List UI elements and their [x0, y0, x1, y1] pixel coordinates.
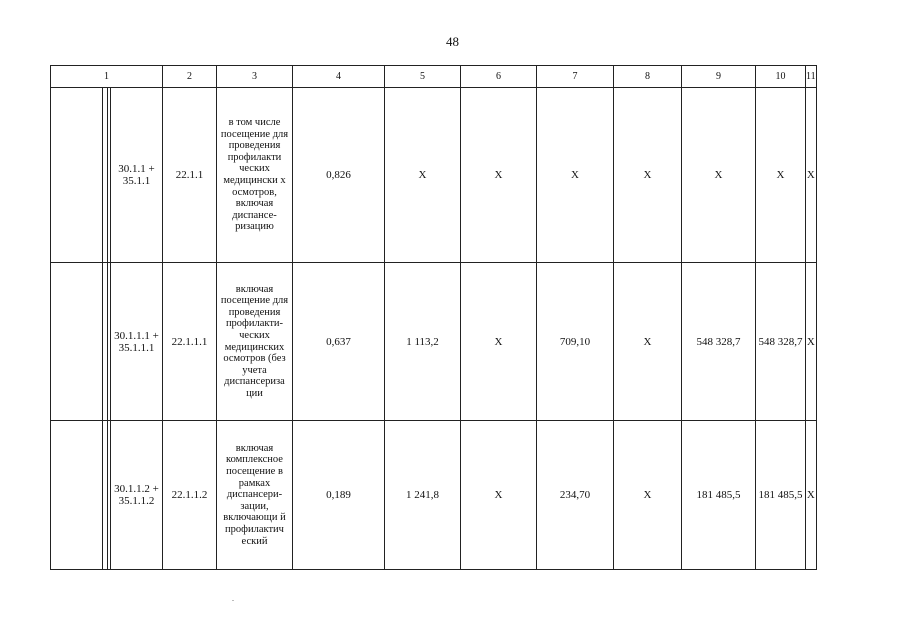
row-stub-cell — [51, 263, 111, 421]
row-code-cell: 30.1.1.1 + 35.1.1.1 — [111, 263, 163, 421]
header-cell-3: 3 — [217, 66, 293, 88]
row-name-cell: включая посещение для проведения профилакти-ческих медицинских осмотров (без учета диспансериза ции — [217, 263, 293, 421]
header-cell-4: 4 — [293, 66, 385, 88]
row-col4-cell: 0,189 — [293, 421, 385, 570]
row-col10-cell: 181 485,5 — [756, 421, 806, 570]
row-col7-cell: Х — [537, 88, 614, 263]
row-col7-cell: 234,70 — [537, 421, 614, 570]
row-col8-cell: Х — [614, 263, 682, 421]
header-cell-6: 6 — [461, 66, 537, 88]
row-subcode-cell: 22.1.1 — [163, 88, 217, 263]
header-cell-11: 11 — [806, 66, 817, 88]
row-col6-cell: Х — [461, 263, 537, 421]
row-col5-cell: 1 241,8 — [385, 421, 461, 570]
header-cell-2: 2 — [163, 66, 217, 88]
header-cell-9: 9 — [682, 66, 756, 88]
data-table — [50, 65, 817, 570]
table-header-row — [51, 66, 817, 88]
row-col9-cell: Х — [682, 88, 756, 263]
header-cell-5: 5 — [385, 66, 461, 88]
row-col4-cell: 0,826 — [293, 88, 385, 263]
row-col5-cell: 1 113,2 — [385, 263, 461, 421]
header-cell-8: 8 — [614, 66, 682, 88]
row-col11-cell: Х — [806, 421, 817, 570]
row-col7-cell: 709,10 — [537, 263, 614, 421]
row-col10-cell: 548 328,7 — [756, 263, 806, 421]
table-row — [51, 88, 817, 263]
row-col8-cell: Х — [614, 88, 682, 263]
row-name-cell: включая комплексное посещение в рамках диспансери-зации, включающи й профилактич еский — [217, 421, 293, 570]
row-col11-cell: Х — [806, 263, 817, 421]
row-code-cell: 30.1.1 + 35.1.1 — [111, 88, 163, 263]
scan-speck — [232, 600, 234, 601]
table-row — [51, 421, 817, 570]
row-col6-cell: Х — [461, 88, 537, 263]
row-name-cell: в том числе посещение для проведения профилакти ческих медицински х осмотров, включая диспансе-ризацию — [217, 88, 293, 263]
row-col8-cell: Х — [614, 421, 682, 570]
row-code-cell: 30.1.1.2 + 35.1.1.2 — [111, 421, 163, 570]
row-col4-cell: 0,637 — [293, 263, 385, 421]
row-col5-cell: Х — [385, 88, 461, 263]
header-cell-1: 1 — [51, 66, 163, 88]
row-subcode-cell: 22.1.1.2 — [163, 421, 217, 570]
row-col10-cell: Х — [756, 88, 806, 263]
row-col11-cell: Х — [806, 88, 817, 263]
row-subcode-cell: 22.1.1.1 — [163, 263, 217, 421]
row-col9-cell: 181 485,5 — [682, 421, 756, 570]
table-row — [51, 263, 817, 421]
header-cell-7: 7 — [537, 66, 614, 88]
row-col9-cell: 548 328,7 — [682, 263, 756, 421]
page-number: 48 — [446, 34, 459, 49]
row-stub-cell — [51, 421, 111, 570]
row-stub-cell — [51, 88, 111, 263]
header-cell-10: 10 — [756, 66, 806, 88]
row-col6-cell: Х — [461, 421, 537, 570]
